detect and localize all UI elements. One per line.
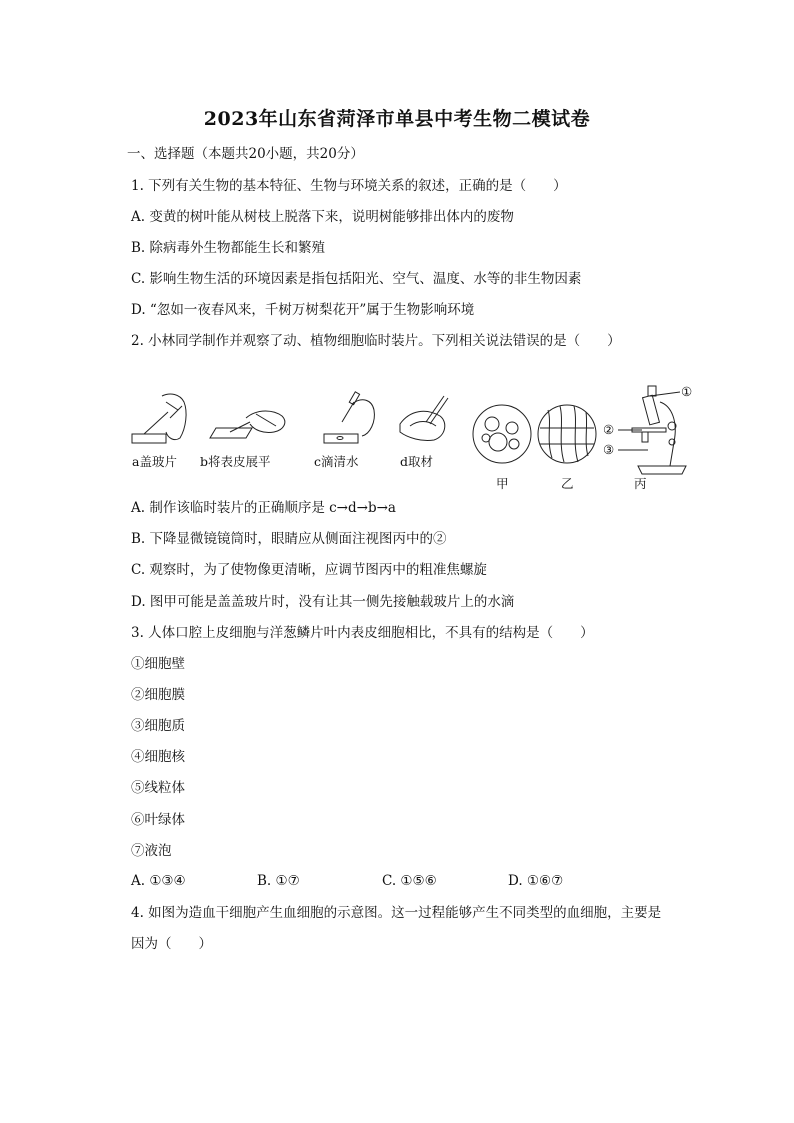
question-1-option-a: A. 变黄的树叶能从树枝上脱落下来，说明树能够排出体内的废物 xyxy=(131,209,514,225)
caption-cover-slip: a盖玻片 xyxy=(132,454,177,469)
question-1-stem: 1. 下列有关生物的基本特征、生物与环境关系的叙述，正确的是（ ） xyxy=(131,178,567,194)
question-3-item: ③细胞质 xyxy=(131,718,185,734)
question-2-option-b: B. 下降显微镜镜筒时，眼睛应从侧面注视图丙中的② xyxy=(131,531,447,547)
page-title: 2023年山东省菏泽市单县中考生物二模试卷 xyxy=(203,108,591,130)
caption-bing: 丙 xyxy=(634,476,647,491)
question-1-option-d: D. “忽如一夜春风来，千树万树梨花开”属于生物影响环境 xyxy=(131,302,475,318)
cell-view-jia xyxy=(473,405,531,463)
question-3-option-a: A. ①③④ xyxy=(131,873,186,889)
question-2-stem: 2. 小林同学制作并观察了动、植物细胞临时装片。下列相关说法错误的是（ ） xyxy=(131,333,621,349)
take-material-illustration xyxy=(400,396,448,441)
question-3-item: ①细胞壁 xyxy=(131,656,185,672)
question-3-item: ④细胞核 xyxy=(131,749,185,765)
flatten-epidermis-illustration xyxy=(210,411,285,438)
question-1-option-c: C. 影响生物生活的环境因素是指包括阳光、空气、温度、水等的非生物因素 xyxy=(131,271,582,287)
question-1-option-b: B. 除病毒外生物都能生长和繁殖 xyxy=(131,240,326,256)
question-3-item: ⑤线粒体 xyxy=(131,780,185,796)
question-4-stem-line-1: 4. 如图为造血干细胞产生血细胞的示意图。这一过程能够产生不同类型的血细胞，主要是 xyxy=(131,905,662,921)
microscope-illustration xyxy=(618,386,686,474)
question-3-option-d: D. ①⑥⑦ xyxy=(508,873,564,889)
marker-2: ② xyxy=(603,422,615,437)
question-2-option-a: A. 制作该临时装片的正确顺序是 c→d→b→a xyxy=(131,500,396,516)
section-heading: 一、选择题（本题共20小题，共20分） xyxy=(127,146,364,162)
caption-yi: 乙 xyxy=(561,476,574,491)
marker-1: ① xyxy=(681,384,693,399)
marker-3: ③ xyxy=(603,442,615,457)
question-3-option-b: B. ①⑦ xyxy=(257,873,300,889)
cell-view-yi xyxy=(538,405,596,463)
caption-drop-water: c滴清水 xyxy=(314,454,359,469)
cover-slip-illustration xyxy=(132,394,186,443)
question-3-item: ②细胞膜 xyxy=(131,687,185,703)
caption-flatten-epidermis: b将表皮展平 xyxy=(200,454,271,469)
question-2-option-c: C. 观察时，为了使物像更清晰，应调节图丙中的粗准焦螺旋 xyxy=(131,562,487,578)
caption-take-material: d取材 xyxy=(400,454,434,469)
question-2-figure-drawing xyxy=(126,382,696,492)
question-3-item: ⑥叶绿体 xyxy=(131,812,185,828)
question-3-item: ⑦液泡 xyxy=(131,843,172,859)
question-3-options xyxy=(131,873,651,891)
question-4-stem-line-2: 因为（ ） xyxy=(131,936,212,952)
question-2-option-d: D. 图甲可能是盖盖玻片时，没有让其一侧先接触载玻片上的水滴 xyxy=(131,594,515,610)
question-2-figure xyxy=(126,382,696,492)
drop-water-illustration xyxy=(324,392,374,443)
question-3-stem: 3. 人体口腔上皮细胞与洋葱鳞片叶内表皮细胞相比，不具有的结构是（ ） xyxy=(131,625,594,641)
caption-jia: 甲 xyxy=(496,476,509,491)
question-3-option-c: C. ①⑤⑥ xyxy=(382,873,437,889)
